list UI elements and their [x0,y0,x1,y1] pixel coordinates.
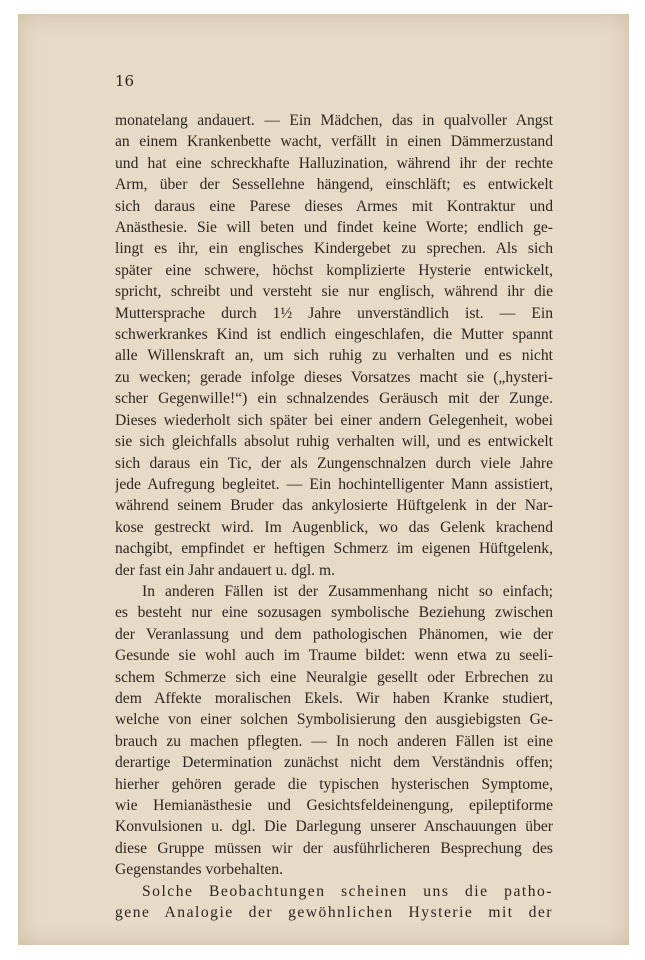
text-line: hierher gehören gerade die typischen hysterischen Symptome, [115,775,553,793]
text-line: Konvulsionen u. dgl. Die Darlegung unserer Anschauungen über [115,818,553,836]
text-line: Anästhesie. Sie will beten und findet keine Worte; endlich ge- [115,219,553,237]
text-line: und hat eine schreckhafte Halluzination, während ihr der rechte [115,154,553,172]
text-line: sich daraus ein Tic, der als Zungenschnalzen durch viele Jahre [115,454,553,472]
text-line: brauch zu machen pflegten. — In noch anderen Fällen ist eine [115,732,553,750]
text-line: schem Schmerze sich eine Neuralgie gesellt oder Erbrechen zu [115,668,553,686]
text-line: scher Gegenwille!“) ein schnalzendes Geräusch mit der Zunge. [115,390,553,408]
text-line: monatelang andauert. — Ein Mädchen, das in qualvoller Angst [115,112,553,129]
text-line: Muttersprache durch 1½ Jahre unverständlich ist. — Ein [115,304,553,322]
text-line: zu wecken; gerade infolge dieses Vorsatzes macht sie („hysteri- [115,368,553,386]
text-line: spricht, schreibt und versteht sie nur englisch, während ihr die [115,283,553,301]
text-line: Gegenstandes vorbehalten. [115,861,284,879]
text-line: gene Analogie der gewöhnlichen Hysterie mit der [115,904,553,922]
text-line: es besteht nur eine sozusagen symbolische Beziehung zwischen [115,604,553,622]
text-line: jede Aufregung begleitet. — Ein hochintelligenter Mann assistiert, [115,475,553,493]
text-line: Gesunde sie wohl auch im Traume bildet: wenn etwa zu seeli- [115,647,553,665]
text-line: während seinem Bruder das ankylosierte Hüftgelenk in der Nar- [115,497,553,515]
text-line: sich daraus eine Parese dieses Armes mit Kontraktur und [115,197,553,215]
text-line: nachgibt, empfindet er heftigen Schmerz im eigenen Hüftgelenk, [115,540,553,558]
text-line: Arm, über der Sessellehne hängend, einschläft; es entwickelt [115,176,553,194]
page-number: 16 [115,72,135,90]
paragraph-start-line: Solche Beobachtungen scheinen uns die patho- [142,882,553,900]
text-line: an einem Krankenbette wacht, verfällt in einen Dämmerzustand [115,133,553,151]
body-text [115,110,553,923]
text-line: der Veranlassung und dem pathologischen Phänomen, wie der [115,625,553,643]
text-line: wie Hemianästhesie und Gesichtsfeldeinengung, epileptiforme [115,797,553,814]
paragraph-start-line: In anderen Fällen ist der Zusammenhang nicht so einfach; [142,582,553,600]
text-line: alle Willenskraft an, um sich ruhig zu verhalten und es nicht [115,347,553,365]
text-line: derartige Determination zunächst nicht dem Verständnis offen; [115,754,553,772]
text-line: sie sich gleichfalls absolut ruhig verhalten will, und es entwickelt [115,433,553,451]
text-line: diese Gruppe müssen wir der ausführlicheren Besprechung des [115,839,553,857]
text-line: dem Affekte moralischen Ekels. Wir haben Kranke studiert, [115,689,553,707]
text-line: der fast ein Jahr andauert u. dgl. m. [115,561,335,579]
text-line: kose gestreckt wird. Im Augenblick, wo das Gelenk krachend [115,518,553,536]
text-line: später eine schwere, höchst komplizierte Hysterie entwickelt, [115,261,553,279]
text-line: lingt es ihr, ein englisches Kindergebet zu sprechen. Als sich [115,240,553,258]
text-line: welche von einer solchen Symbolisierung den ausgiebigsten Ge- [115,711,553,729]
text-line: Dieses wiederholt sich später bei einer andern Gelegenheit, wobei [115,411,553,429]
text-line: schwerkrankes Kind ist endlich eingeschlafen, die Mutter spannt [115,326,553,344]
